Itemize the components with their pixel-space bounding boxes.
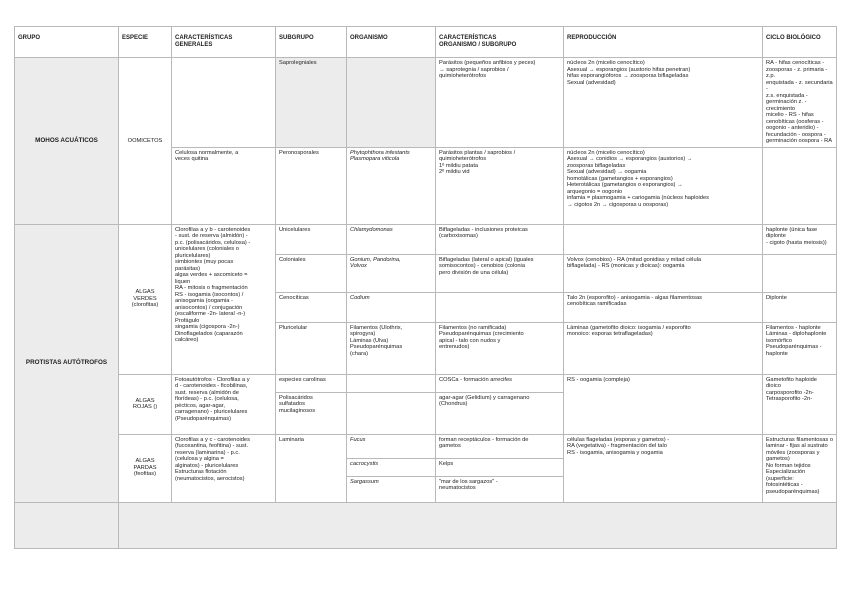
empty-cell bbox=[15, 502, 119, 548]
cell-car-gen: Clorofilas a y b - carotenoides - sust. de reserva (almidón) - p.c. (polisacáridos, celulosa) - unicelulares (coloniales o pluricelulares) simbiontes (muy pocas parásitas) algas verdes + ascomiceto = liquen RA - mitosis o fragmentación RS - isogamia (isocontos) / anisogamia (oogamia - anisocontos) / conjugación (escaliforme -2n- lateral -n-) Profágulo singamia (cigospora -2n-) Dinoflagelados (caparazón calcáreo) bbox=[172, 224, 276, 374]
table-row bbox=[15, 224, 837, 254]
cell-car-gen: Clorofilas a y c - carotenoides (fucoxantina, feofitina) - sust. reserva (laminarina) - p.c. (celulosa y algina = alginatos) - pluricelulares Estructuras flotación (neumatocistos, aerocistos) bbox=[172, 434, 276, 502]
cell-ciclo: Diplonte bbox=[763, 292, 837, 322]
cell-car-org: Parásitos plantas / saprobios / quimioheterótrofos 1º mildiu patata 2º mildiu vid bbox=[436, 147, 564, 224]
cell-organismo: Chlamydomonas bbox=[347, 224, 436, 254]
table-row bbox=[15, 374, 837, 392]
classification-table bbox=[14, 26, 837, 549]
cell-reproduccion: Volvox (cenobios) - RA (mitad gonidias y mitad célula biflagelada) - RS (monicas y dioicas): oogamia bbox=[564, 254, 763, 292]
cell-organismo: Gonium, Pandorina, Volvox bbox=[347, 254, 436, 292]
cell-car-org: Biflageladas - inclusiones proteicas (carboxisomas) bbox=[436, 224, 564, 254]
cell-ciclo bbox=[763, 254, 837, 292]
header-organismo: ORGANISMO bbox=[347, 27, 436, 58]
header-subgrupo: SUBGRUPO bbox=[276, 27, 347, 58]
header-grupo: GRUPO bbox=[15, 27, 119, 58]
cell-car-gen: Fotoautótrofos - Clorofilas a y d - carotenoides - ficobilinas, sust. reserva (almidón de florídeas) - p.c. (celulosa, pécticos, agar-agar, carragenano) - pluricelulares (Pseudoparénquimas) bbox=[172, 374, 276, 434]
cell-subgrupo: Coloniales bbox=[276, 254, 347, 292]
cell-organismo: cacrocystis bbox=[347, 458, 436, 476]
cell-organismo: Codium bbox=[347, 292, 436, 322]
cell-reproduccion bbox=[564, 224, 763, 254]
header-ciclo: CICLO BIOLÓGICO bbox=[763, 27, 837, 58]
cell-car-org: "mar de los sargazos" - neumatocistos bbox=[436, 476, 564, 502]
cell-subgrupo: Laminaria bbox=[276, 434, 347, 502]
cell-car-org: agar-agar (Gelidium) y carragenano (Chondrus) bbox=[436, 392, 564, 434]
cell-car-org: Biflageladas (lateral o apical) (iguales somisocontos) - cenobios (colonia pero división de una célula) bbox=[436, 254, 564, 292]
cell-subgrupo: especies carolinas bbox=[276, 374, 347, 392]
cell-car-org: forman receptáculos - formación de gametos bbox=[436, 434, 564, 458]
cell-car-org bbox=[436, 292, 564, 322]
cell-organismo: Fucus bbox=[347, 434, 436, 458]
cell-subgrupo: Unicelulares bbox=[276, 224, 347, 254]
cell-ciclo bbox=[763, 147, 837, 224]
cell-organismo bbox=[347, 392, 436, 434]
cell-reproduccion: Talo 2n (esporofito) - anisogamia - algas filamentosas cenobíticas ramificadas bbox=[564, 292, 763, 322]
table-row bbox=[15, 58, 837, 148]
cell-organismo bbox=[347, 58, 436, 148]
cell-subgrupo: Peronosporales bbox=[276, 147, 347, 224]
header-row bbox=[15, 27, 837, 58]
header-caracteristicas-organismo: CARACTERÍSTICAS ORGANISMO / SUBGRUPO bbox=[436, 27, 564, 58]
header-especie: ESPECIE bbox=[119, 27, 172, 58]
empty-cell bbox=[119, 502, 837, 548]
cell-reproduccion: núcleos 2n (micelio cenocítico) Asexual → esporangios (austorio hifas penetran) hifas esporangióforos → zoosporas biflageladas Sexual (advesidad) bbox=[564, 58, 763, 148]
species-cell-algas-verdes: ALGAS VERDES (clorofitas) bbox=[119, 224, 172, 374]
cell-car-org: Kelps bbox=[436, 458, 564, 476]
cell-subgrupo: Pluricelular bbox=[276, 322, 347, 374]
species-cell-algas-pardas: ALGAS PARDAS (feofitas) bbox=[119, 434, 172, 502]
cell-car-org: Filamentos (no ramificada) Pseudoparénquimas (crecimiento apical - talo con nudos y entrenudos) bbox=[436, 322, 564, 374]
cell-car-org: COSCa - formación arrecifes bbox=[436, 374, 564, 392]
cell-organismo bbox=[347, 374, 436, 392]
cell-subgrupo: Saprolegniales bbox=[276, 58, 347, 148]
cell-ciclo: Filamentos - haplonte Láminas - diplohaplonte isomórfico Pseudoparénquimas - haplonte bbox=[763, 322, 837, 374]
cell-organismo: Phytophthora infestants Plasmopara viticola bbox=[347, 147, 436, 224]
cell-subgrupo: Cenocíticas bbox=[276, 292, 347, 322]
biology-table-container bbox=[14, 26, 836, 549]
group-cell-protistas: PROTISTAS AUTÓTROFOS bbox=[15, 224, 119, 502]
table-row-empty bbox=[15, 502, 837, 548]
cell-car-gen: Celulosa normalmente, a veces quitina bbox=[172, 147, 276, 224]
cell-organismo: Sargassum bbox=[347, 476, 436, 502]
header-caracteristicas-generales: CARACTERÍSTICAS GENERALES bbox=[172, 27, 276, 58]
cell-ciclo: RA - hifas cenocíticas - zoosporas - z. primaria - z.p. enquistada - z. secundaria - z.s. enquistada - germinación z. - crecimiento micelio - RS - hifas cenobíticas (oosferas - oogonio - anteridio) - fecundación - oospora - germinación oospora - RA bbox=[763, 58, 837, 148]
group-cell-mohos: MOHOS ACUÁTICOS bbox=[15, 58, 119, 225]
cell-ciclo: Estructuras filamentosas o laminar - fijas al sustrato móviles (zoosporas y gametos) No forman tejidos Especialización (superficie: fotosintéticas - pseudoparénquimas) bbox=[763, 434, 837, 502]
header-reproduccion: REPRODUCCIÓN bbox=[564, 27, 763, 58]
cell-car-gen bbox=[172, 58, 276, 148]
cell-organismo: Filamentos (Ulothrix, spirogyra) Láminas (Ulva) Pseudoparénquimas (chara) bbox=[347, 322, 436, 374]
cell-ciclo: haplonte (única fase diplonte - cigoto (hasta meiosis)) bbox=[763, 224, 837, 254]
cell-reproduccion: Láminas (gametofito dioico: isogamia / esporofito monoico: esporas tetraflageladas) bbox=[564, 322, 763, 374]
species-cell-algas-rojas: ALGAS ROJAS () bbox=[119, 374, 172, 434]
species-cell-oomicetos: OOMICETOS bbox=[119, 58, 172, 225]
cell-reproduccion: núcleos 2n (micelio cenocítico) Asexual → conidios → esporangios (austorios) → zoosporas biflageladas Sexual (advesidad) → oogamia homotálicas (gametangios + esporangios) Heterotálicas (gametangios o esporangios) → arquegonio = oogonio infamia = plasmogamia + cariogamia (núcleos haploides → cigotos 2n → cigosporas u oosporas) bbox=[564, 147, 763, 224]
table-row bbox=[15, 434, 837, 458]
cell-ciclo: Gametofito haploide dioico carposporofito -2n- Tetrasporofito -2n- bbox=[763, 374, 837, 434]
cell-reproduccion: RS - oogamia (compleja) bbox=[564, 374, 763, 434]
cell-reproduccion: células flageladas (esporas y gametos) - RA (vegetativa) - fragmentación del talo RS - isogamia, anisogamia y oogamia bbox=[564, 434, 763, 502]
cell-subgrupo: Polisacáridos sulfatados mucilaginosos bbox=[276, 392, 347, 434]
cell-car-org: Parásitos (pequeños anfibios y peces) → saprotegnia / saprobios / quimioheterótrofos bbox=[436, 58, 564, 148]
